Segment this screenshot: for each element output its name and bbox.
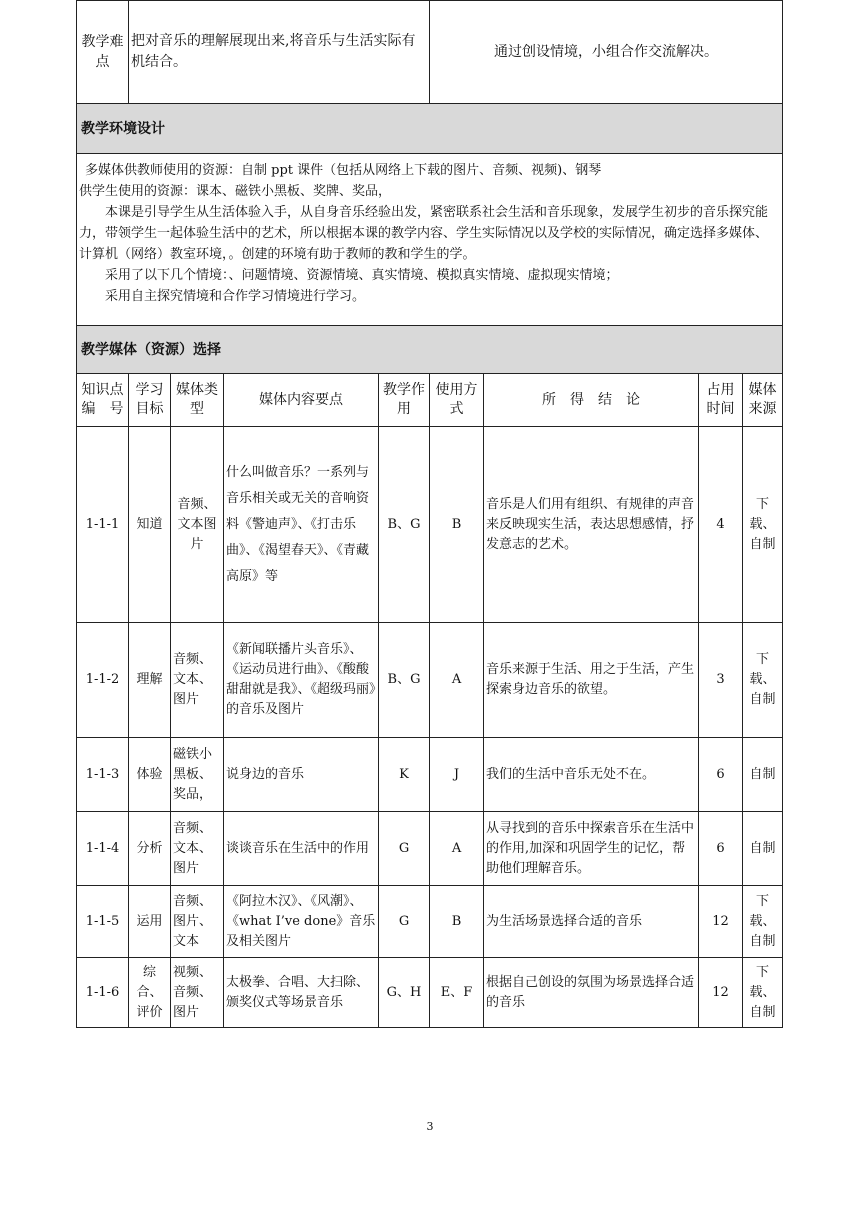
row-type: 视频、音频、图片 [171,958,224,1028]
difficulty-row [77,1,783,104]
row-content: 《阿拉木汉》、《风潮》、《what I’ve done》音乐及相关图片 [224,886,379,958]
env-header-row [77,104,783,154]
row-time: 12 [699,886,743,958]
row-conclusion: 根据自己创设的氛围为场景选择合适的音乐 [484,958,699,1028]
row-time: 4 [699,427,743,623]
row-source: 下载、自制 [743,623,783,738]
table-row [77,812,783,886]
row-role: B、G [379,427,430,623]
row-goal: 分析 [129,812,171,886]
column-header: 所 得 结 论 [484,374,699,427]
row-content: 什么叫做音乐？一系列与音乐相关或无关的音响资料《警迪声》、《打击乐曲》、《渴望春天》、《青藏高原》等 [224,427,379,623]
row-id: 1-1-2 [77,623,129,738]
row-content: 太极拳、合唱、大扫除、颁奖仪式等场景音乐 [224,958,379,1028]
column-header: 媒体来源 [743,374,783,427]
row-conclusion: 为生活场景选择合适的音乐 [484,886,699,958]
row-id: 1-1-3 [77,738,129,812]
row-goal: 综合、评价 [129,958,171,1028]
row-conclusion: 音乐来源于生活、用之于生活，产生探索身边音乐的欲望。 [484,623,699,738]
row-mode: B [430,427,484,623]
row-mode: J [430,738,484,812]
row-goal: 知道 [129,427,171,623]
difficulty-content: 把对音乐的理解展现出来,将音乐与生活实际有机结合。 [129,1,430,104]
env-body-row [77,154,783,326]
row-source: 下载、自制 [743,886,783,958]
row-id: 1-1-5 [77,886,129,958]
row-time: 6 [699,738,743,812]
column-header: 知识点编 号 [77,374,129,427]
row-content: 说身边的音乐 [224,738,379,812]
row-type: 音频、文本、图片 [171,623,224,738]
column-header: 学习目标 [129,374,171,427]
env-line: 采用自主探究情境和合作学习情境进行学习。 [105,289,366,304]
column-header: 媒体类型 [171,374,224,427]
media-header-row [77,326,783,374]
row-id: 1-1-4 [77,812,129,886]
row-role: G、H [379,958,430,1028]
env-title: 教学环境设计 [77,104,783,154]
table-row [77,738,783,812]
row-role: G [379,812,430,886]
row-source: 自制 [743,738,783,812]
media-column-headers [77,374,783,427]
row-content: 《新闻联播片头音乐》、《运动员进行曲》、《酸酸甜甜就是我》、《超级玛丽》的音乐及图片 [224,623,379,738]
row-conclusion: 音乐是人们用有组织、有规律的声音来反映现实生活，表达思想感情，抒发意志的艺术。 [484,427,699,623]
row-type: 音频、图片、文本 [171,886,224,958]
lesson-table [76,0,783,1028]
column-header: 教学作用 [379,374,430,427]
media-title: 教学媒体（资源）选择 [77,326,783,374]
row-type: 磁铁小黑板、奖品， [171,738,224,812]
column-header: 使用方式 [430,374,484,427]
document-page [76,0,782,1028]
row-role: K [379,738,430,812]
row-role: B、G [379,623,430,738]
row-time: 3 [699,623,743,738]
env-line: 供学生使用的资源：课本、磁铁小黑板、奖牌、奖品， [79,184,392,199]
row-source: 自制 [743,812,783,886]
row-time: 6 [699,812,743,886]
row-conclusion: 从寻找到的音乐中探索音乐在生活中的作用,加深和巩固学生的记忆，帮助他们理解音乐。 [484,812,699,886]
env-body [77,154,783,326]
row-id: 1-1-1 [77,427,129,623]
column-header: 媒体内容要点 [224,374,379,427]
row-time: 12 [699,958,743,1028]
env-line: 本课是引导学生从生活体验入手，从自身音乐经验出发，紧密联系社会生活和音乐现象，发展学生初步的音乐探究能力，带领学生一起体验生活中的艺术，所以根据本课的教学内容、学生实际情况以及学校的实际情况，确定选择多媒体、计算机（网络）教室环境，。创建的环境有助于教师的教和学生的学。 [79,205,769,262]
row-mode: B [430,886,484,958]
table-row [77,886,783,958]
column-header: 占用时间 [699,374,743,427]
table-row [77,623,783,738]
row-goal: 体验 [129,738,171,812]
row-goal: 理解 [129,623,171,738]
table-row [77,958,783,1028]
row-mode: A [430,812,484,886]
row-source: 下载、自制 [743,958,783,1028]
row-goal: 运用 [129,886,171,958]
env-line: 采用了以下几个情境：、问题情境、资源情境、真实情境、模拟真实情境、虚拟现实情境； [105,268,619,283]
row-id: 1-1-6 [77,958,129,1028]
row-mode: A [430,623,484,738]
row-role: G [379,886,430,958]
row-source: 下载、自制 [743,427,783,623]
table-row [77,427,783,623]
row-content: 谈谈音乐在生活中的作用 [224,812,379,886]
difficulty-solution: 通过创设情境，小组合作交流解决。 [430,1,783,104]
row-type: 音频、文本图片 [171,427,224,623]
row-type: 音频、文本、图片 [171,812,224,886]
difficulty-label: 教学难点 [77,1,129,104]
row-conclusion: 我们的生活中音乐无处不在。 [484,738,699,812]
env-line: 多媒体供教师使用的资源：自制 ppt 课件（包括从网络上下载的图片、音频、视频)、钢琴 [85,163,602,178]
row-mode: E、F [430,958,484,1028]
page-number: 3 [426,1120,434,1133]
